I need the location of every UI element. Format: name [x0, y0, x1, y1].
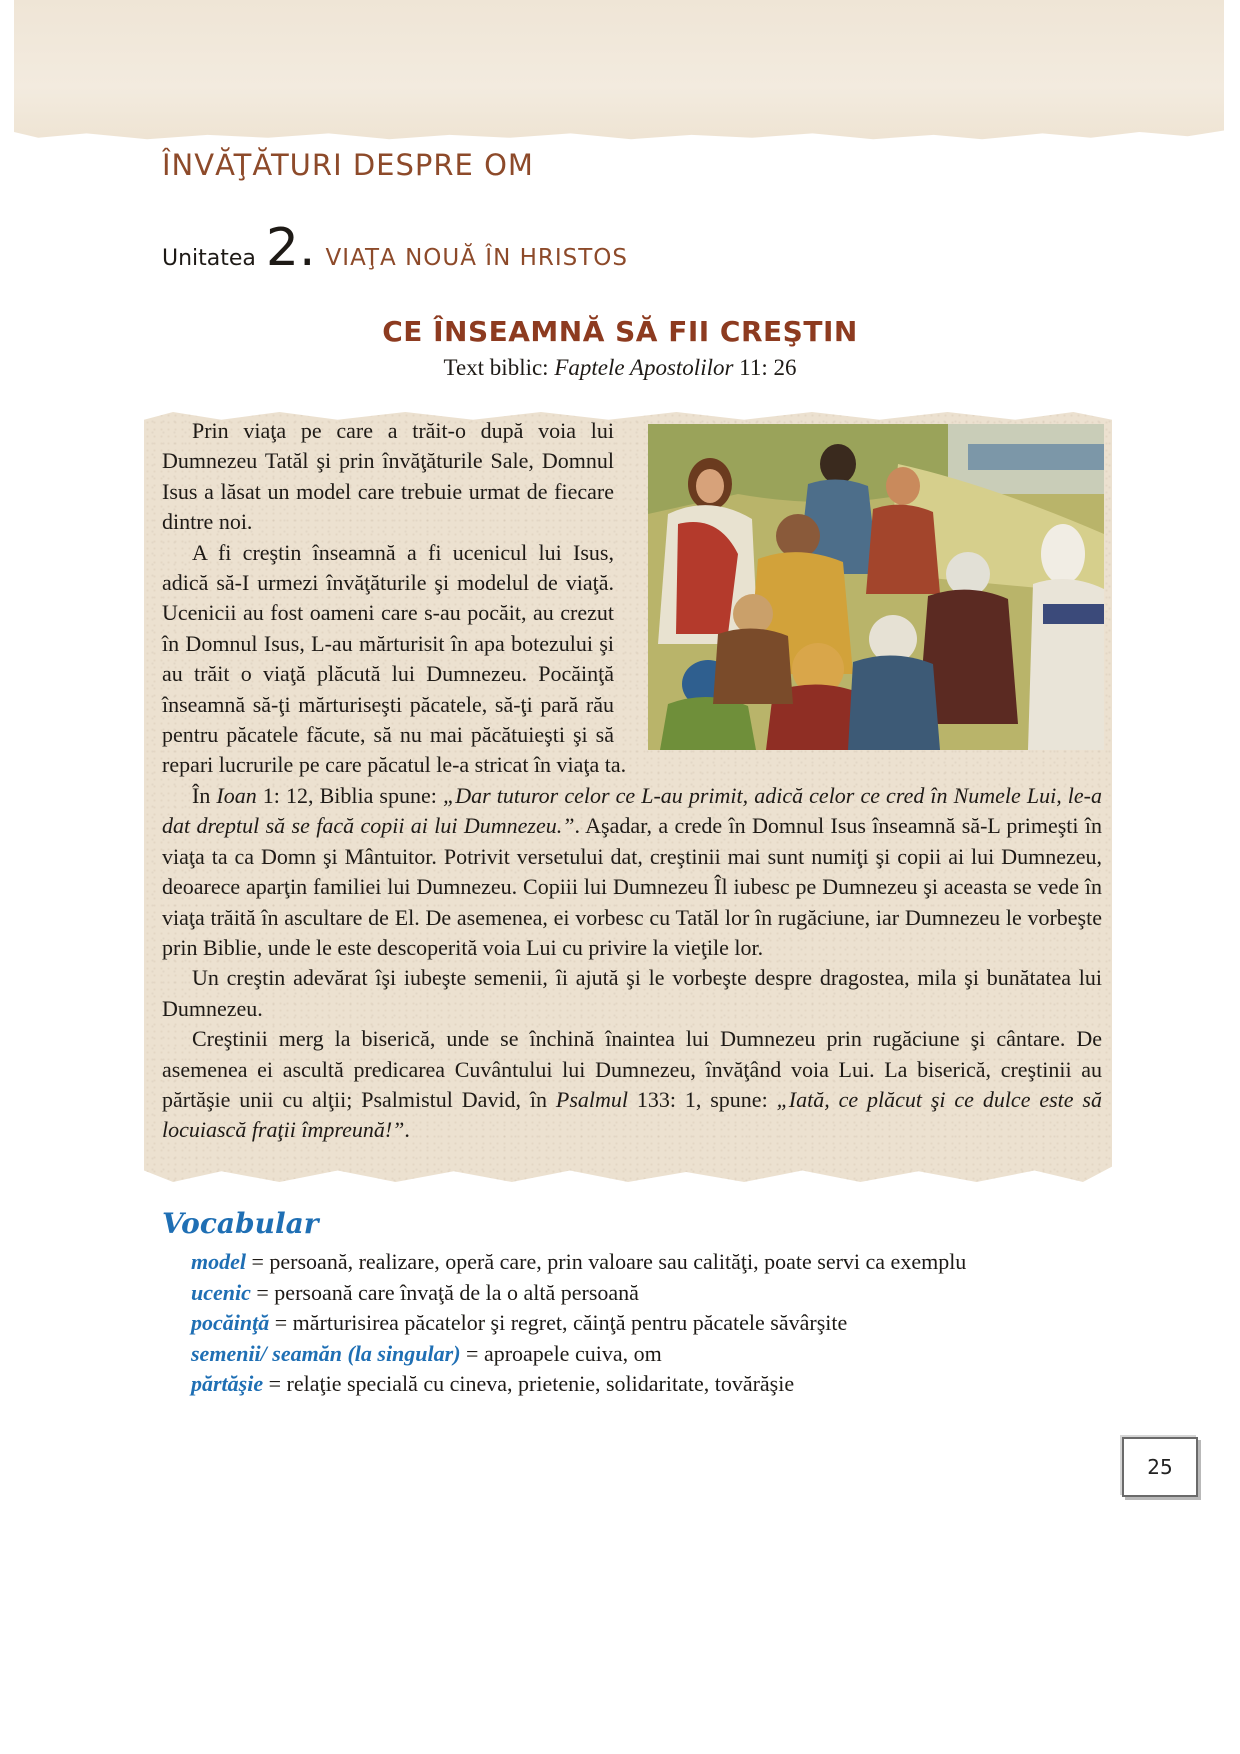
biblical-reference	[0, 355, 1240, 381]
scripture-quote: „Dar tuturor celor ce L-au primit, adică celor ce cred în Numele Lui, le-a dat dreptul să se facă copii ai lui Dumnezeu.”	[162, 782, 1103, 839]
scripture-book: Psalmul	[555, 1086, 629, 1112]
vocabulary-item	[191, 1247, 966, 1278]
unit-label: Unitatea	[162, 246, 256, 271]
paragraph-text: 133: 1, spune:	[628, 1086, 777, 1112]
paragraph-text: În	[192, 782, 217, 808]
vocabulary-definition: = persoană care învaţă de la o altă persoană	[250, 1279, 639, 1305]
biblical-reference-prefix: Text biblic:	[443, 355, 555, 380]
chapter-heading: ÎNVĂŢĂTURI DESPRE OM	[162, 148, 534, 182]
vocabulary-definition: = persoană, realizare, operă care, prin valoare sau calităţi, poate servi ca exemplu	[246, 1249, 967, 1274]
vocabulary-term: semenii/ seamăn (la singular)	[191, 1340, 461, 1366]
unit-title: VIAŢA NOUĂ ÎN HRISTOS	[325, 245, 629, 271]
vocabulary-item	[191, 1369, 966, 1400]
paragraph-text: Creştinii merg la biserică, unde se închină înaintea lui Dumnezeu prin rugăciune şi cântare. De asemenea ei ascultă predicarea Cuvântului lui Dumnezeu, învăţând voia Lui. La biserică, creştinii au părtăşie unii cu alţii; Psalmistul David, în	[162, 1026, 1102, 1112]
vocabulary-term: model	[191, 1249, 246, 1274]
vocabulary-item	[191, 1339, 966, 1370]
vocabulary-title: Vocabular	[162, 1207, 319, 1240]
paragraph: Prin viaţa pe care a trăit-o după voia lui Dumnezeu Tatăl şi prin învăţăturile Sale, Domnul Isus a lăsat un model care trebuie urmat de fiecare dintre noi.	[162, 418, 614, 535]
vocabulary-item	[191, 1278, 966, 1309]
vocabulary-list	[191, 1247, 966, 1400]
biblical-reference-book: Faptele Apostolilor	[554, 355, 734, 380]
paragraph: Un creştin adevărat îşi iubeşte semenii, îi ajută şi le vorbeşte despre dragostea, mila şi bunătatea lui Dumnezeu.	[162, 965, 1102, 1021]
paragraph-text: .	[404, 1117, 410, 1143]
paragraph	[162, 1024, 1102, 1146]
top-paper-band	[14, 0, 1224, 145]
vocabulary-definition: = relaţie specială cu cineva, prietenie, solidaritate, tovărăşie	[263, 1371, 795, 1397]
unit-number: 2.	[265, 218, 316, 278]
paragraph: A fi creştin înseamnă a fi ucenicul lui Isus, adică să-I urmezi învăţăturile şi modelul de viaţă. Ucenicii au fost oameni care s-au pocăit, au crezut în Domnul Isus, L-au mărturisit în apa botezului şi au trăit o viaţă plăcută lui Dumnezeu. Pocăinţă înseamnă să-ţi mărturiseşti păcatele, să-ţi pară rău pentru păcatele făcute, să nu mai păcătuieşti şi să repari lucrurile pe care păcatul le-a stricat în viaţa ta.	[162, 539, 627, 778]
page-number: 25	[1122, 1437, 1198, 1497]
vocabulary-term: pocăinţă	[191, 1310, 270, 1336]
scripture-quote: „Iată, ce plăcut şi ce dulce este să locuiască fraţii împreună!”	[162, 1086, 1102, 1143]
unit-heading	[162, 218, 629, 278]
vocabulary-term: părtăşie	[191, 1371, 264, 1397]
lesson-body	[162, 416, 1102, 1146]
paragraph-text: . Aşadar, a crede în Domnul Isus înseamnă să-L primeşti în viaţa ta ca Domn şi Mântuitor. Potrivit versetului dat, creştinii mai sunt numiţi şi copii ai lui Dumnezeu, deoarece aparţin familiei lui Dumnezeu. Copiii lui Dumnezeu Îl iubesc pe Dumnezeu şi aceasta se vede în viaţa trăită în ascultare de El. De asemenea, ei vorbesc cu Tatăl lor în rugăciune, iar Dumnezeu le vorbeşte prin Biblie, unde le este descoperită voia Lui cu privire la vieţile lor.	[162, 813, 1102, 960]
lesson-title: CE ÎNSEAMNĂ SĂ FII CREŞTIN	[382, 315, 858, 348]
scripture-book: Ioan	[216, 782, 257, 808]
vocabulary-term: ucenic	[191, 1279, 251, 1305]
vocabulary-definition: = aproapele cuiva, om	[460, 1340, 662, 1366]
vocabulary-item	[191, 1308, 966, 1339]
paragraph	[162, 781, 1102, 963]
vocabulary-definition: = mărturisirea păcatelor şi regret, căinţă pentru păcatele săvârşite	[269, 1310, 848, 1336]
biblical-reference-verse: 11: 26	[733, 355, 797, 380]
paragraph-text: 1: 12, Biblia spune:	[256, 782, 443, 808]
